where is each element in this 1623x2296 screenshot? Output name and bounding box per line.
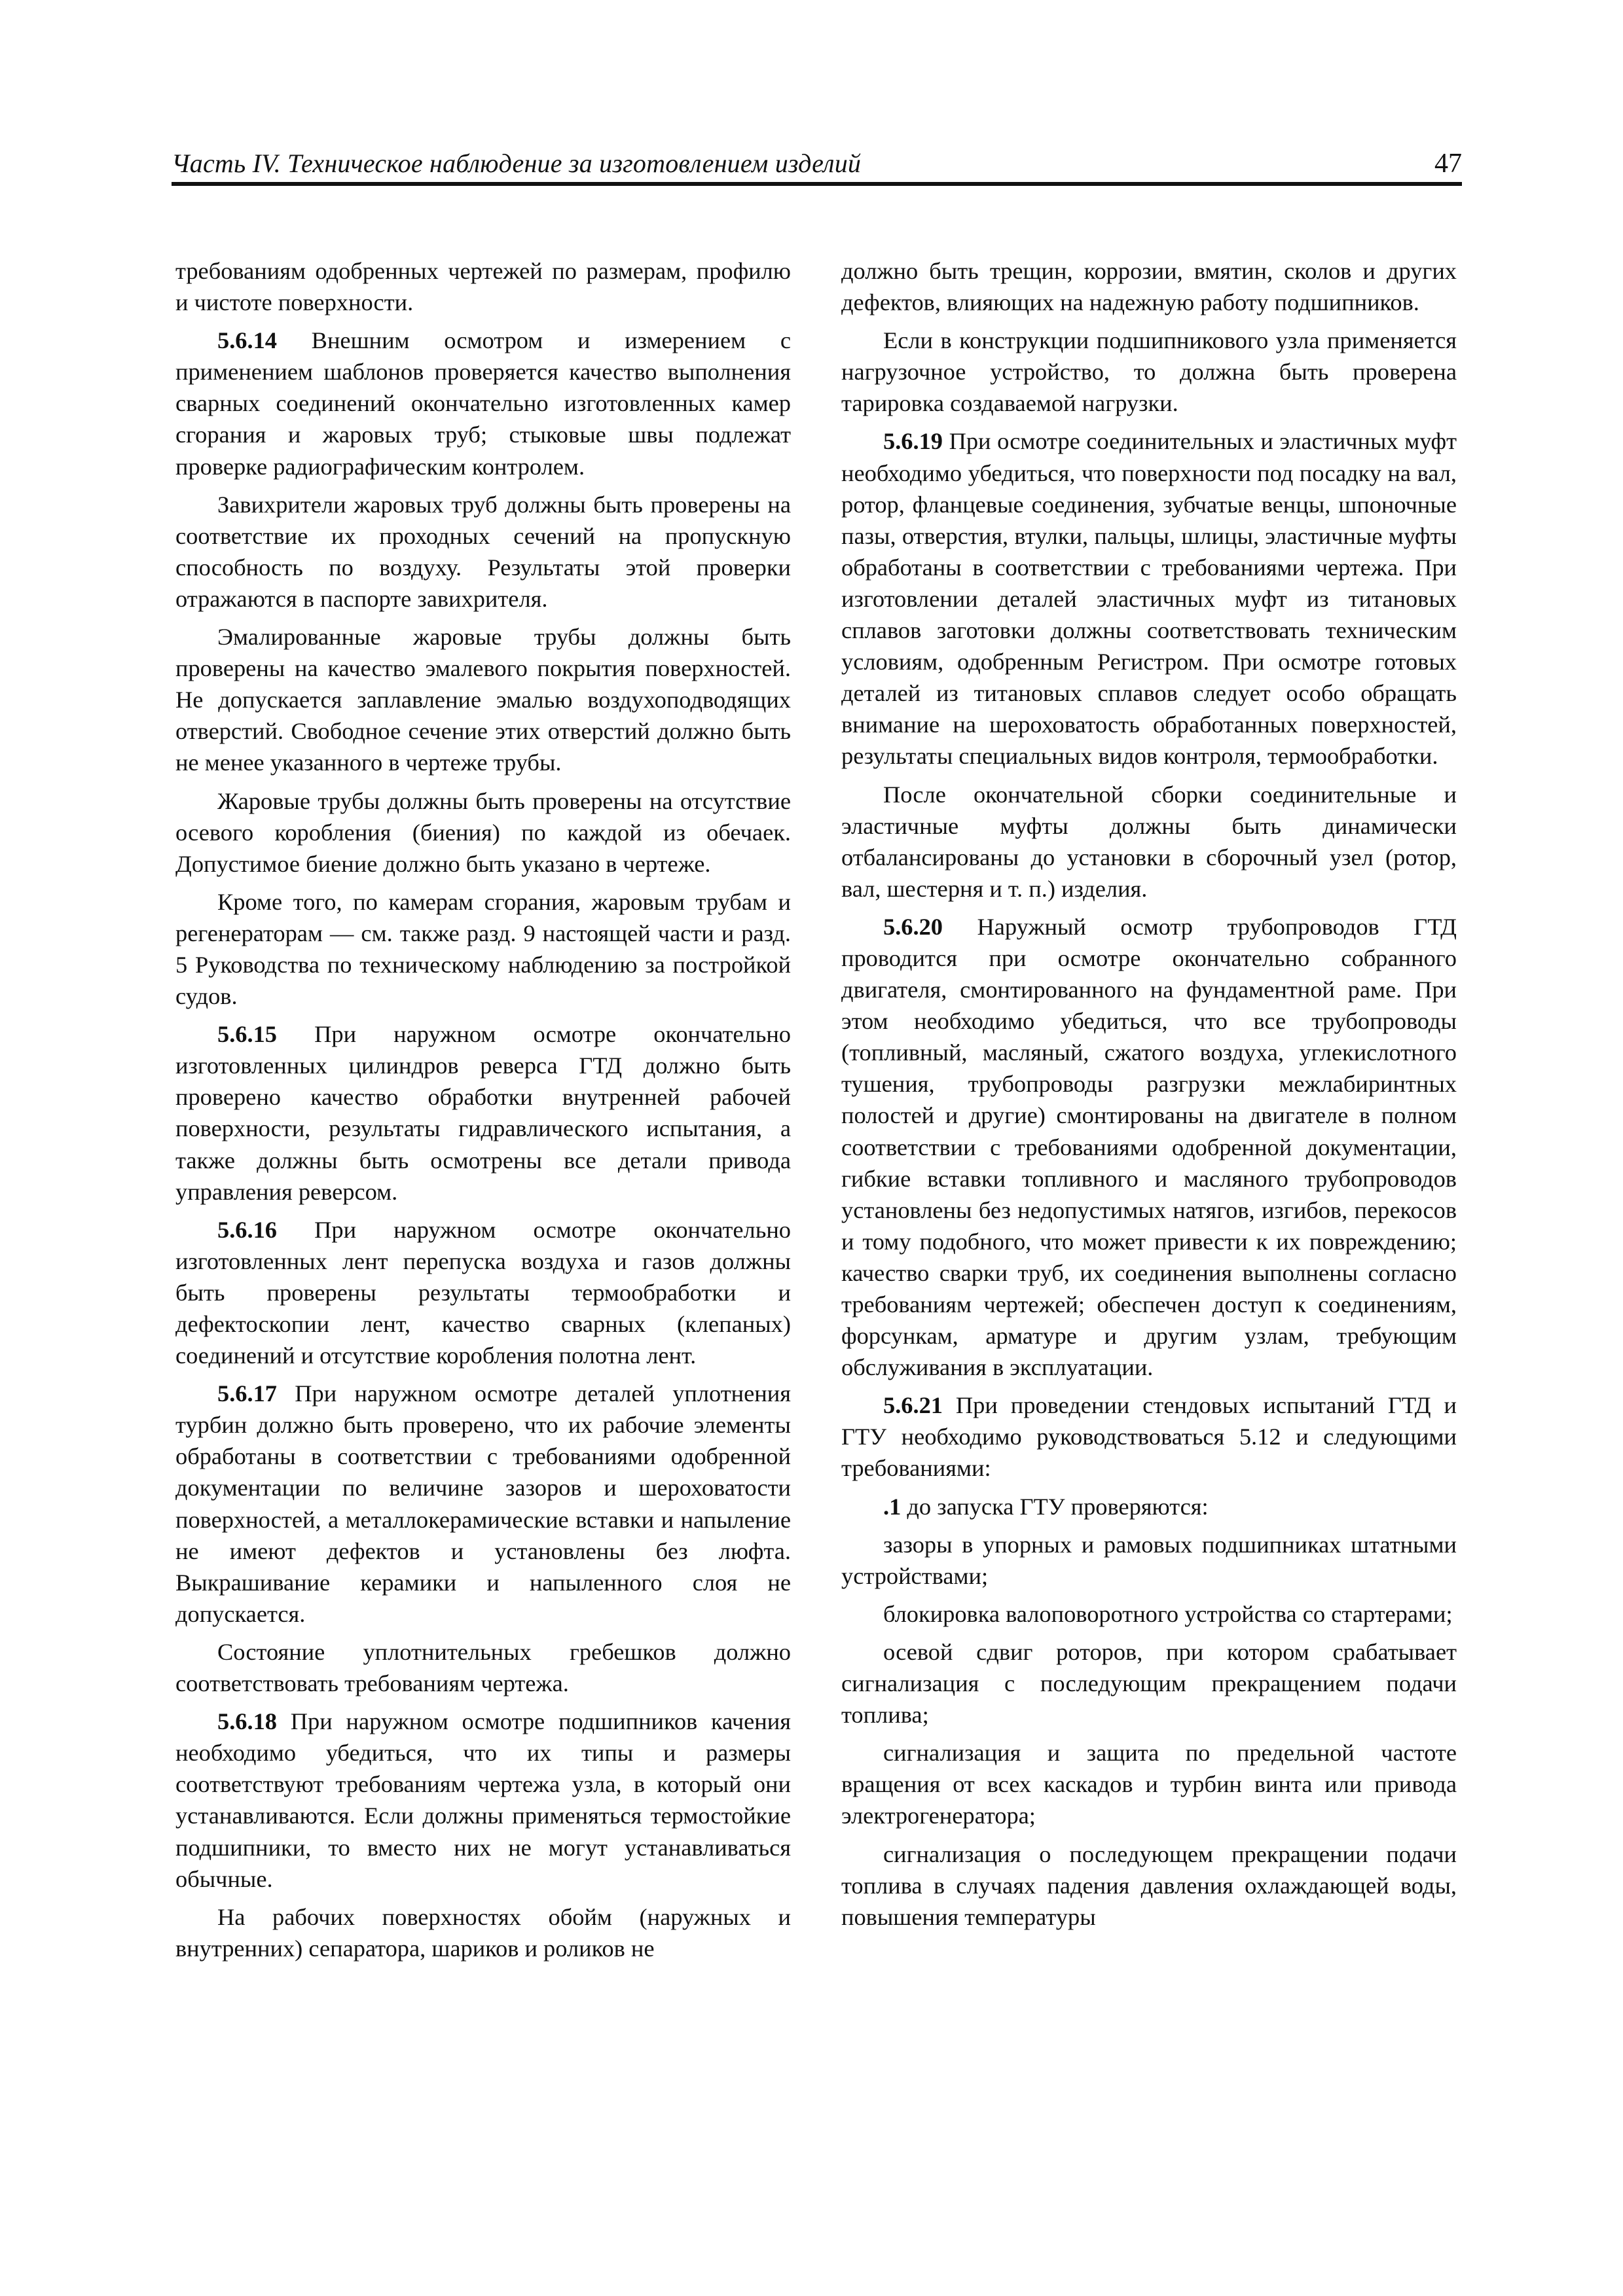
clause-5-6-21: 5.6.21 При проведении стендовых испытаний ГТД и ГТУ необходимо руководствоваться 5.12 и следующими требованиями:	[841, 1392, 1457, 1482]
list-entry: сигнализация и защита по предельной частоте вращения от всех каскадов и турбин винта или привода электрогенератора;	[841, 1740, 1457, 1829]
clause-5-6-19: 5.6.19 При осмотре соединительных и эластичных муфт необходимо убедиться, что поверхности под посадку на вал, ротор, фланцевые соединения, зубчатые венцы, шпоночные пазы, отверстия, втулки, пальцы, шлицы, эластичные муфты обработаны в соответствии с требованиями чертежа. При изготовлении деталей эластичных муфт из титановых сплавов заготовки должны соответствовать техническим условиям, одобренным Регистром. При осмотре готовых деталей из титановых сплавов следует особо обращать внимание на шероховатость обработанных поверхностей, результаты специальных видов контроля, термообработки.	[841, 428, 1457, 770]
paragraph: Жаровые трубы должны быть проверены на отсутствие осевого коробления (биения) по каждой из обечаек. Допустимое биение должно быть указано в чертеже.	[175, 787, 791, 877]
paragraph: Кроме того, по камерам сгорания, жаровым трубам и регенераторам — см. также разд. 9 настоящей части и разд. 5 Руководства по техническому наблюдению за постройкой судов.	[175, 888, 791, 1010]
paragraph: Эмалированные жаровые трубы должны быть проверены на качество эмалевого покрытия поверхностей. Не допускается заплавление эмалью воздухоподводящих отверстий. Свободное сечение этих отверстий должно быть не менее указанного в чертеже трубы.	[175, 624, 791, 776]
list-entry: зазоры в упорных и рамовых подшипниках штатными устройствами;	[841, 1531, 1457, 1589]
clause-5-6-15: 5.6.15 При наружном осмотре окончательно изготовленных цилиндров реверса ГТД должно быть проверено качество обработки внутренней рабочей поверхности, результаты гидравлического испытания, а также должны быть осмотрены все детали привода управления реверсом.	[175, 1021, 791, 1205]
clause-5-6-20: 5.6.20 Наружный осмотр трубопроводов ГТД проводится при осмотре окончательно собранного двигателя, смонтированного на фундаментной раме. При этом необходимо убедиться, что все трубопроводы (топливный, масляный, сжатого воздуха, углекислотного тушения, трубопроводы разгрузки межлабиринтных полостей и другие) смонтированы на двигателе в полном соответствии с требованиями одобренной документации, гибкие вставки топливного и масляного трубопроводов установлены без недопустимых натягов, изгибов, перекосов и тому подобного, что может привести к их повреждению; качество сварки труб, их соединения выполнены согласно требованиям чертежей; обеспечен доступ к соединениям, форсункам, арматуре и другим узлам, требующим обслуживания в эксплуатации.	[841, 913, 1457, 1381]
list-item-1: .1 до запуска ГТУ проверяются:	[883, 1493, 1209, 1520]
paragraph: После окончательной сборки соединительные и эластичные муфты должны быть динамически отбалансированы до установки в сборочный узел (ротор, вал, шестерня и т. п.) изделия.	[841, 781, 1457, 902]
clause-5-6-18: 5.6.18 При наружном осмотре подшипников качения необходимо убедиться, что их типы и размеры соответствуют требованиям чертежа узла, в который они устанавливаются. Если должны применяться термостойкие подшипники, то вместо них не могут устанавливаться обычные.	[175, 1708, 791, 1892]
clause-5-6-16: 5.6.16 При наружном осмотре окончательно изготовленных лент перепуска воздуха и газов должны быть проверены результаты термообработки и дефектоскопии лент, качество сварных (клепаных) соединений и отсутствие коробления полотна лент.	[175, 1216, 791, 1369]
clause-5-6-17: 5.6.17 При наружном осмотре деталей уплотнения турбин должно быть проверено, что их рабочие элементы обработаны в соответствии с требованиями одобренной документации по величине зазоров и шероховатости поверхностей, а металлокерамические вставки и напыление не имеют дефектов и установлены без люфта. Выкрашивание керамики и напыленного слоя не допускается.	[175, 1380, 791, 1627]
paragraph: требованиям одобренных чертежей по размерам, профилю и чистоте поверхности.	[175, 258, 791, 316]
clause-5-6-14: 5.6.14 Внешним осмотром и измерением с применением шаблонов проверяется качество выполнения сварных соединений окончательно изготовленных камер сгорания и жаровых труб; стыковые швы подлежат проверке радиографическим контролем.	[175, 327, 791, 480]
paragraph: должно быть трещин, коррозии, вмятин, сколов и других дефектов, влияющих на надежную работу подшипников.	[841, 258, 1457, 316]
paragraph: На рабочих поверхностях обойм (наружных и внутренних) сепаратора, шариков и роликов не	[175, 1903, 791, 1962]
left-column	[175, 255, 791, 1971]
paragraph: Завихрители жаровых труб должны быть проверены на соответствие их проходных сечений на пропускную способность по воздуху. Результаты этой проверки отражаются в паспорте завихрителя.	[175, 491, 791, 612]
page-number: 47	[1434, 149, 1462, 179]
right-column	[841, 255, 1457, 1939]
running-header	[172, 143, 1462, 186]
paragraph: Если в конструкции подшипникового узла применяется нагрузочное устройство, то должна быть проверена тарировка создаваемой нагрузки.	[841, 327, 1457, 417]
list-entry: блокировка валоповоротного устройства со стартерами;	[883, 1600, 1453, 1627]
list-entry: осевой сдвиг роторов, при котором срабатывает сигнализация с последующим прекращением подачи топлива;	[841, 1638, 1457, 1729]
list-entry: сигнализация о последующем прекращении подачи топлива в случаях падения давления охлаждающей воды, повышения температуры	[841, 1840, 1457, 1930]
paragraph: Состояние уплотнительных гребешков должно соответствовать требованиям чертежа.	[175, 1638, 791, 1697]
header-title: Часть IV. Техническое наблюдение за изготовлением изделий	[172, 149, 862, 178]
